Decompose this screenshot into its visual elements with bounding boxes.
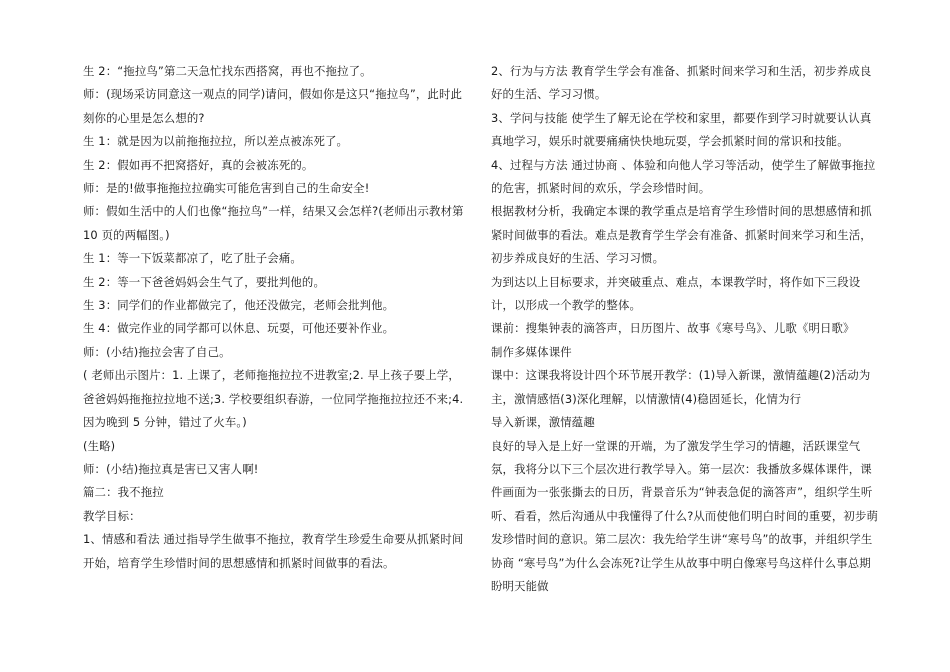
left-column <box>83 60 467 575</box>
paragraph: 3、学问与技能 使学生了解无论在学校和家里，都要作到学习时就要认认真真地学习，娱乐时就要痛痛快快地玩耍，学会抓紧时间的常识和技能。 <box>491 110 872 149</box>
paragraph: 2、行为与方法 教育学生学会有准备、抓紧时间来学习和生活，初步养成良好的生活、学习习惯。 <box>491 64 872 102</box>
paragraph: 师：(小结)拖拉真是害已又害人啊! <box>83 461 259 476</box>
paragraph: 教学目标： <box>83 508 141 523</box>
paragraph: 根据教材分析，我确定本课的教学重点是培育学生珍惜时间的思想感情和抓紧时间做事的看法。难点是教育学生学会有准备、抓紧时间来学习和生活，初步养成良好的生活、学习习惯。 <box>491 204 872 266</box>
paragraph: 生 2：等一下爸爸妈妈会生气了，要批判他的。 <box>83 274 325 289</box>
paragraph: 为到达以上目标要求，并突破重点、难点，本课教学时，将作如下三段设计，以形成一个教学的整体。 <box>491 274 861 313</box>
paragraph: 生 3：同学们的作业都做完了，他还没做完，老师会批判他。 <box>83 298 395 313</box>
paragraph: 生 2：假如再不把窝搭好，真的会被冻死的。 <box>83 157 314 172</box>
paragraph: 师：是的!做事拖拖拉拉确实可能危害到自己的生命安全! <box>83 181 370 196</box>
paragraph: 1、情感和看法 通过指导学生做事不拖拉，教育学生珍爱生命要从抓紧时间开始，培育学生珍惜时间的思想感情和抓紧时间做事的看法。 <box>83 532 464 570</box>
paragraph: 制作多媒体课件 <box>491 344 572 359</box>
section-heading: 导入新课，激情蕴趣 <box>491 415 595 430</box>
paragraph: 课前：搜集钟表的滴答声，日历图片、故事《寒号鸟》、儿歌《明日歌》 <box>491 321 855 336</box>
paragraph: 生 4：做完作业的同学都可以休息、玩耍，可他还要补作业。 <box>83 321 395 336</box>
paragraph: 生 2：“拖拉鸟”第二天急忙找东西搭窝，再也不拖拉了。 <box>83 64 372 78</box>
paragraph: 师：(现场采访同意这一观点的同学)请问，假如你是这只“拖拉鸟”，此时此刻你的心里是怎么想的? <box>83 87 463 125</box>
right-column <box>491 60 881 598</box>
paragraph: 生 1：等一下饭菜都凉了，吃了肚子会痛。 <box>83 251 302 266</box>
section-heading: 篇二：我不拖拉 <box>83 485 164 500</box>
paragraph: 师：(小结)拖拉会害了自己。 <box>83 344 231 359</box>
paragraph: 课中：这课我将设计四个环节展开教学：(1)导入新课，激情蕴趣(2)活动为主，激情感悟(3)深化理解，以情激情(4)稳固延长，化情为行 <box>491 368 871 406</box>
paragraph: 生 1：就是因为以前拖拖拉拉，所以差点被冻死了。 <box>83 134 349 149</box>
paragraph: ( 老师出示图片：1. 上课了，老师拖拖拉拉不进教室;2. 早上孩子要上学，爸爸妈妈拖拖拉拉地不送;3. 学校要组织春游，一位同学拖拖拉拉还不来;4. 因为晚到 5 分钟，错过了火车。) <box>83 368 464 430</box>
paragraph: 4、过程与方法 通过协商 、体验和向他人学习等活动，使学生了解做事拖拉的危害，抓紧时间的欢乐，学会珍惜时间。 <box>491 157 876 196</box>
paragraph: (生略) <box>83 438 116 453</box>
paragraph: 良好的导入是上好一堂课的开端，为了激发学生学习的情趣，活跃课堂气氛，我将分以下三个层次进行教学导入。第一层次：我播放多媒体课件，课件画面为一张张撕去的日历，背景音乐为“钟表急促的滴答声”，组织学生听听、看看，然后沟通从中我懂得了什么?从而使他们明白时间的重要，初步萌发珍惜时间的意识。第二层次：我先给学生讲“寒号鸟”的故事，并组织学生协商 “寒号鸟”为什么会冻死?让学生从故事中明白像寒号鸟这样什么事总期盼明天能做 <box>491 438 879 593</box>
paragraph: 师：假如生活中的人们也像“拖拉鸟”一样，结果又会怎样?(老师出示教材第 10 页的两幅图。) <box>83 204 464 242</box>
